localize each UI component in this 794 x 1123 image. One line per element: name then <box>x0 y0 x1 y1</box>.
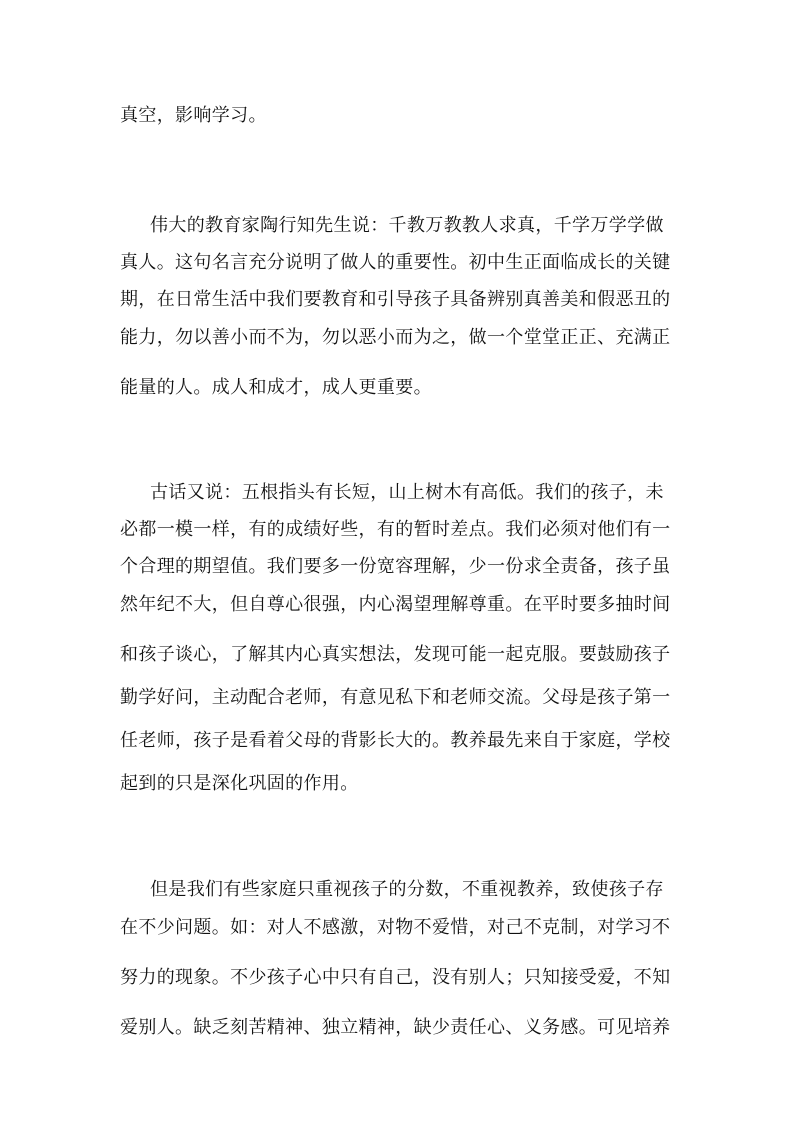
text-line: 能量的人。成人和成才，成人更重要。 <box>120 377 432 398</box>
text-line: 古话又说：五根指头有长短，山上树木有高低。我们的孩子，未 <box>150 482 664 503</box>
text-line: 然年纪不大，但自尊心很强，内心渴望理解尊重。在平时要多抽时间 <box>120 594 671 615</box>
text-line: 个合理的期望值。我们要多一份宽容理解，少一份求全责备，孩子虽 <box>120 556 671 577</box>
text-line: 起到的只是深化巩固的作用。 <box>120 773 359 794</box>
text-line: 伟大的教育家陶行知先生说：千教万教教人求真，千学万学学做 <box>150 215 664 236</box>
text-line: 必都一模一样，有的成绩好些，有的暂时差点。我们必须对他们有一 <box>120 519 671 540</box>
text-line: 勤学好问，主动配合老师，有意见私下和老师交流。父母是孩子第一 <box>120 687 671 708</box>
text-line: 真人。这句名言充分说明了做人的重要性。初中生正面临成长的关键 <box>120 252 671 273</box>
text-line: 能力，勿以善小而不为，勿以恶小而为之，做一个堂堂正正、充满正 <box>120 327 671 348</box>
text-line: 和孩子谈心，了解其内心真实想法，发现可能一起克服。要鼓励孩子 <box>120 644 671 665</box>
text-line: 但是我们有些家庭只重视孩子的分数，不重视教养，致使孩子存 <box>150 879 664 900</box>
text-line: 努力的现象。不少孩子心中只有自己，没有别人；只知接受爱，不知 <box>120 967 671 988</box>
text-line: 期，在日常生活中我们要教育和引导孩子具备辨别真善美和假恶丑的 <box>120 289 671 310</box>
text-line: 真空，影响学习。 <box>120 105 267 126</box>
text-line: 爱别人。缺乏刻苦精神、独立精神，缺少责任心、义务感。可见培养 <box>120 1017 671 1038</box>
text-line: 在不少问题。如：对人不感激，对物不爱惜，对己不克制，对学习不 <box>120 917 671 938</box>
text-line: 任老师，孩子是看着父母的背影长大的。教养最先来自于家庭，学校 <box>120 730 671 751</box>
